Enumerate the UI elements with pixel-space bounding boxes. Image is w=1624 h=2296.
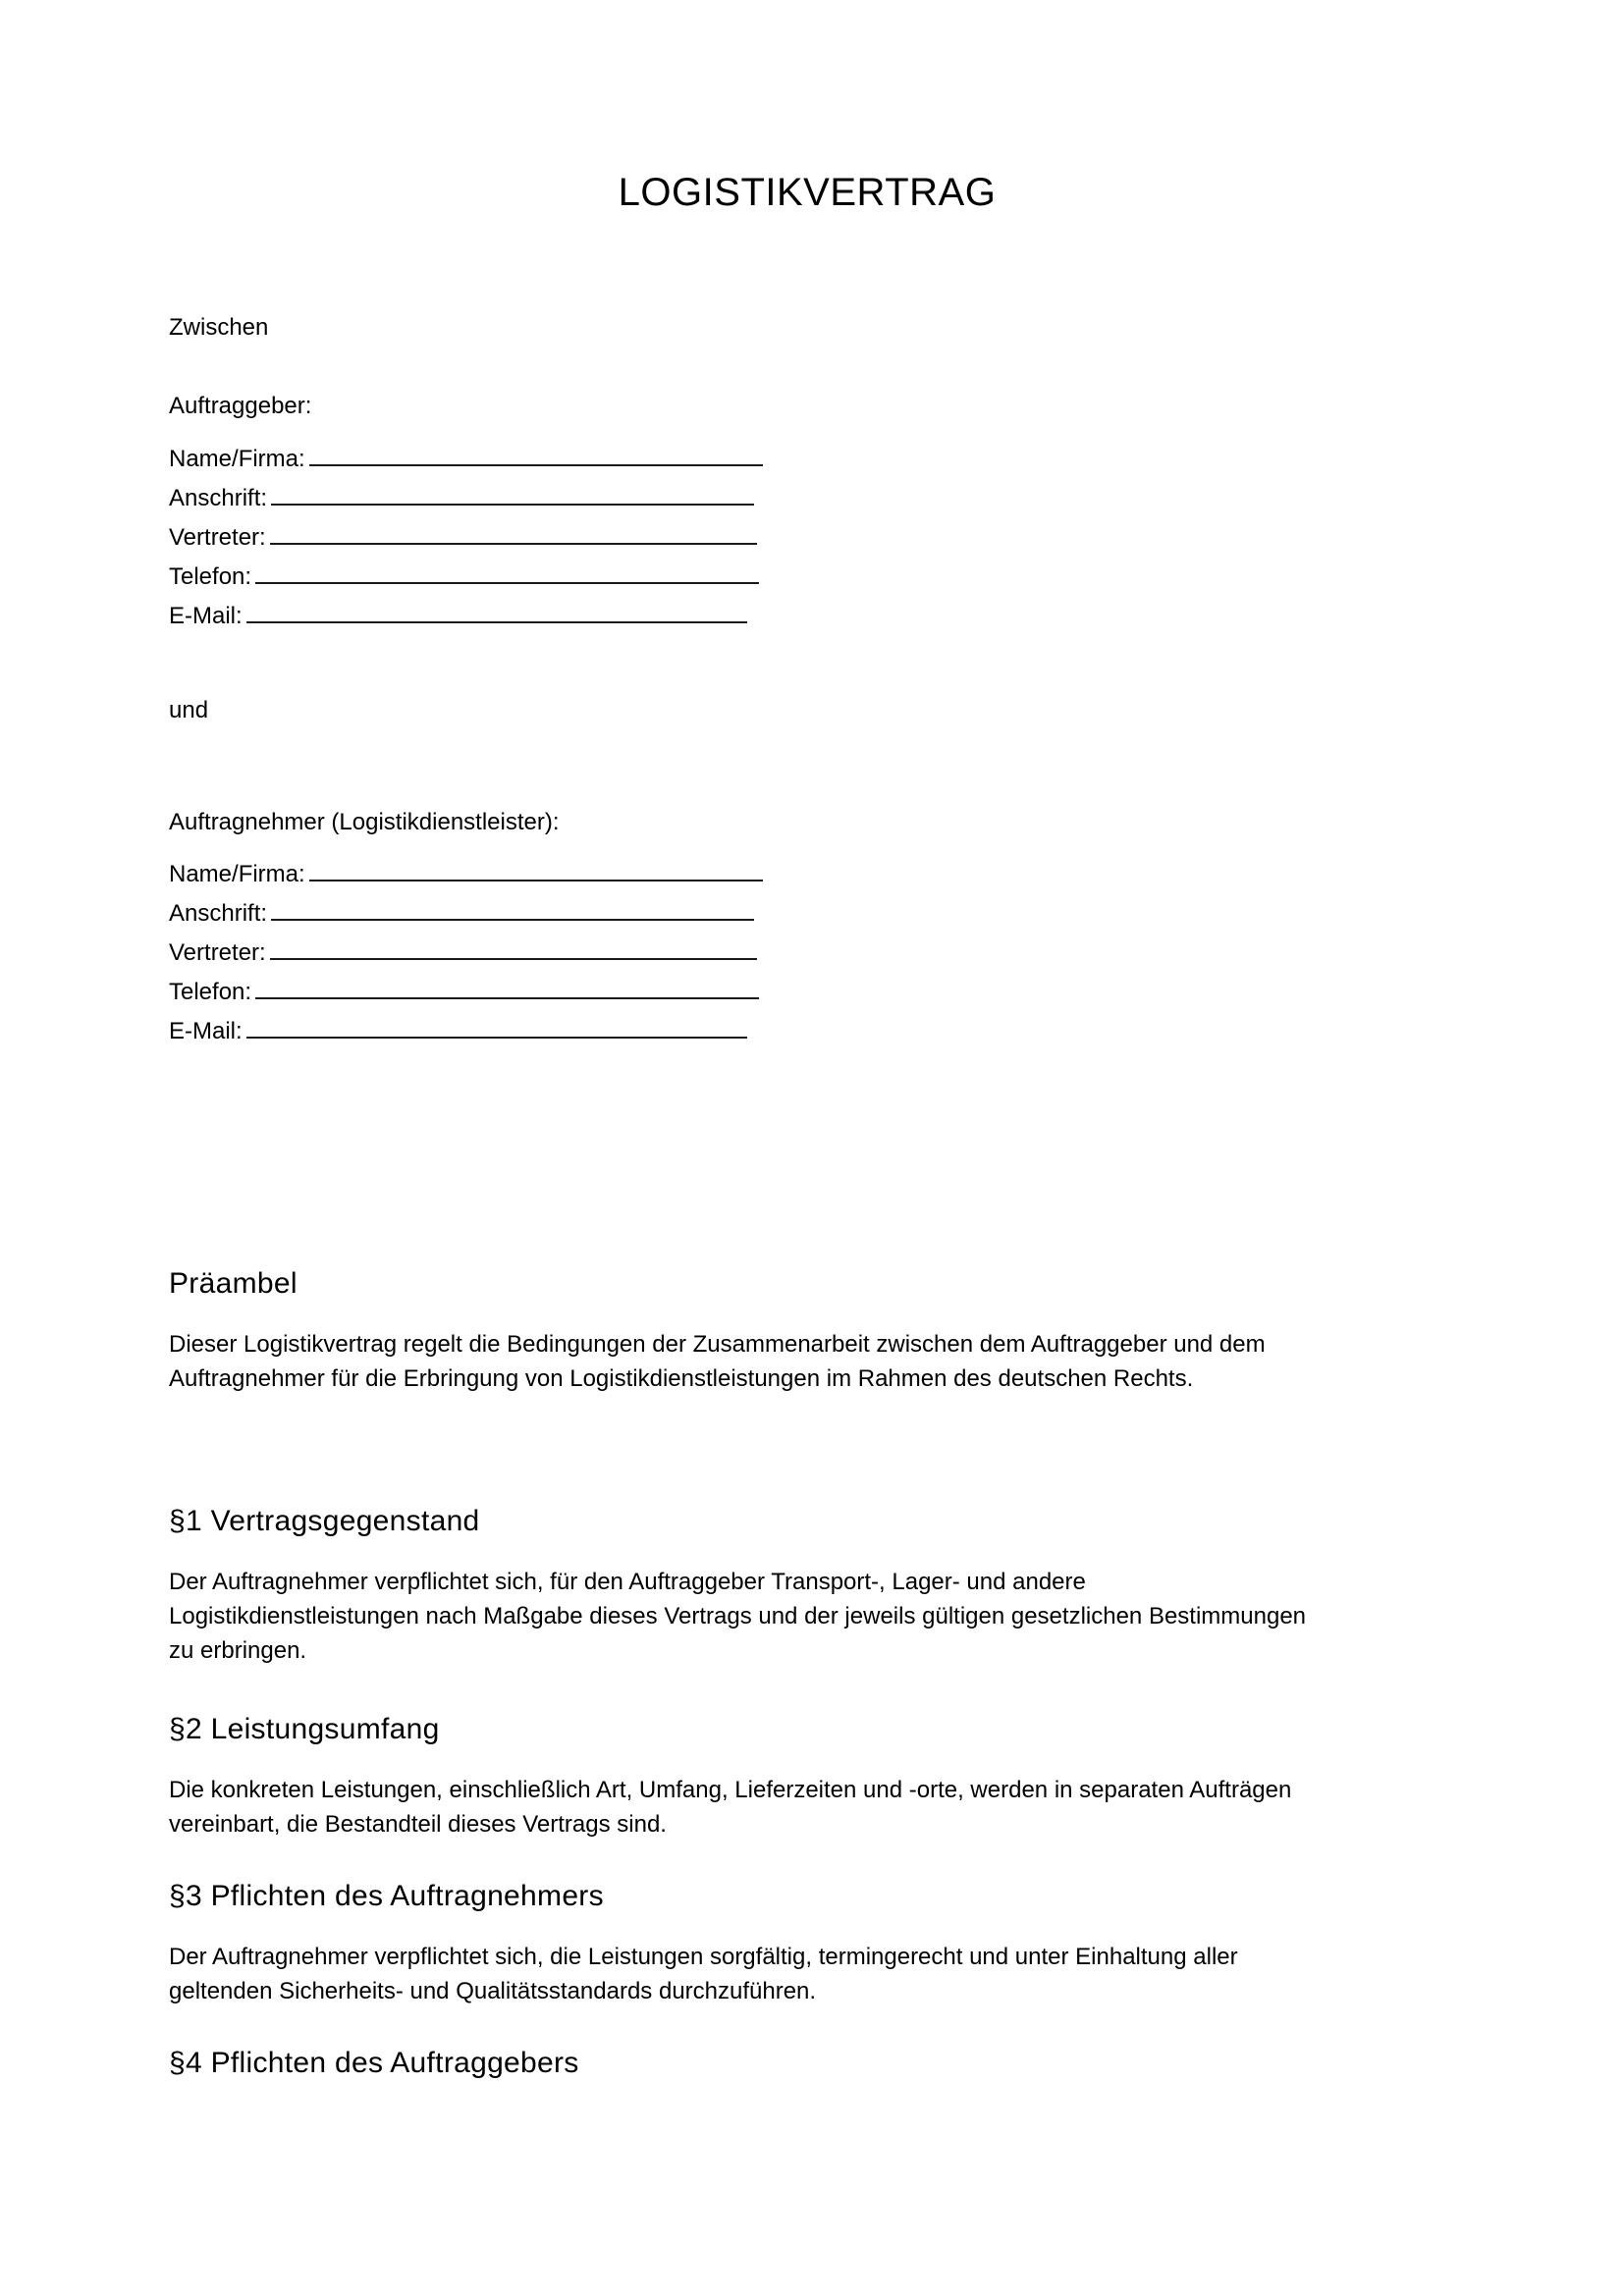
section-praeambel (169, 1264, 1445, 1397)
section-body: Der Auftragnehmer verpflichtet sich, für den Auftraggeber Transport-, Lager- und andere Logistikdienstleistungen nach Maßgabe dieses Vertrags und der jeweils gültigen gesetzlichen Bestimmungen zu erbringen. (169, 1569, 1307, 1664)
field-label-vertreter: Vertreter: (169, 524, 266, 551)
field-label-telefon: Telefon: (169, 979, 252, 1005)
field-label-name-firma: Name/Firma: (169, 446, 305, 472)
section-paragraph-4 (169, 2044, 1445, 2082)
field-rule-vertreter[interactable] (270, 939, 757, 960)
section-body: Die konkreten Leistungen, einschließlich Art, Umfang, Lieferzeiten und -orte, werden in separaten Aufträgen vereinbart, die Bestandteil dieses Vertrags sind. (169, 1777, 1292, 1838)
intro-word: Zwischen (169, 314, 269, 341)
field-label-email: E-Mail: (169, 603, 243, 629)
section-paragraph-2 (169, 1710, 1445, 1842)
field-row-name-firma[interactable] (169, 859, 1445, 898)
field-rule-telefon[interactable] (255, 979, 759, 999)
field-rule-telefon[interactable] (255, 563, 759, 584)
field-row-email[interactable] (169, 1016, 1445, 1055)
section-heading: §3 Pflichten des Auftragnehmers (169, 1880, 604, 1912)
section-body: Dieser Logistikvertrag regelt die Bedingungen der Zusammenarbeit zwischen dem Auftraggeber und dem Auftragnehmer für die Erbringung von Logistikdienstleistungen im Rahmen des deutschen Rechts. (169, 1331, 1266, 1392)
field-label-anschrift: Anschrift: (169, 485, 268, 511)
section-heading: Präambel (169, 1267, 298, 1300)
page-title: LOGISTIKVERTRAG (618, 171, 997, 214)
party-block-auftraggeber (169, 391, 1445, 422)
field-row-anschrift[interactable] (169, 898, 1445, 937)
party-block-auftragnehmer (169, 807, 1445, 838)
section-heading: §4 Pflichten des Auftraggebers (169, 2047, 579, 2079)
section-paragraph-3 (169, 1877, 1445, 2009)
section-heading: §1 Vertragsgegenstand (169, 1505, 480, 1537)
party-role-label: Auftragnehmer (Logistikdienstleister): (169, 809, 560, 835)
section-heading: §2 Leistungsumfang (169, 1713, 440, 1745)
field-rule-email[interactable] (246, 1018, 747, 1039)
field-row-telefon[interactable] (169, 561, 1445, 601)
field-label-vertreter: Vertreter: (169, 939, 266, 966)
field-rule-anschrift[interactable] (271, 900, 754, 921)
field-row-telefon[interactable] (169, 977, 1445, 1016)
party-role-label: Auftraggeber: (169, 393, 312, 419)
field-label-anschrift: Anschrift: (169, 900, 268, 927)
party-fields-auftraggeber (169, 444, 1445, 640)
field-label-telefon: Telefon: (169, 563, 252, 590)
field-label-name-firma: Name/Firma: (169, 861, 305, 887)
field-rule-anschrift[interactable] (271, 485, 754, 506)
section-paragraph-1 (169, 1502, 1445, 1668)
field-rule-email[interactable] (246, 603, 747, 623)
field-rule-vertreter[interactable] (270, 524, 757, 545)
section-body: Der Auftragnehmer verpflichtet sich, die Leistungen sorgfältig, termingerecht und unter Einhaltung aller geltenden Sicherheits- und Qualitätsstandards durchzuführen. (169, 1944, 1238, 2004)
conjunction-und: und (169, 697, 209, 723)
field-rule-name-firma[interactable] (309, 446, 763, 466)
field-label-email: E-Mail: (169, 1018, 243, 1044)
field-row-vertreter[interactable] (169, 522, 1445, 561)
field-rule-name-firma[interactable] (309, 861, 763, 881)
field-row-vertreter[interactable] (169, 937, 1445, 977)
field-row-email[interactable] (169, 601, 1445, 640)
field-row-anschrift[interactable] (169, 483, 1445, 522)
field-row-name-firma[interactable] (169, 444, 1445, 483)
party-fields-auftragnehmer (169, 859, 1445, 1055)
